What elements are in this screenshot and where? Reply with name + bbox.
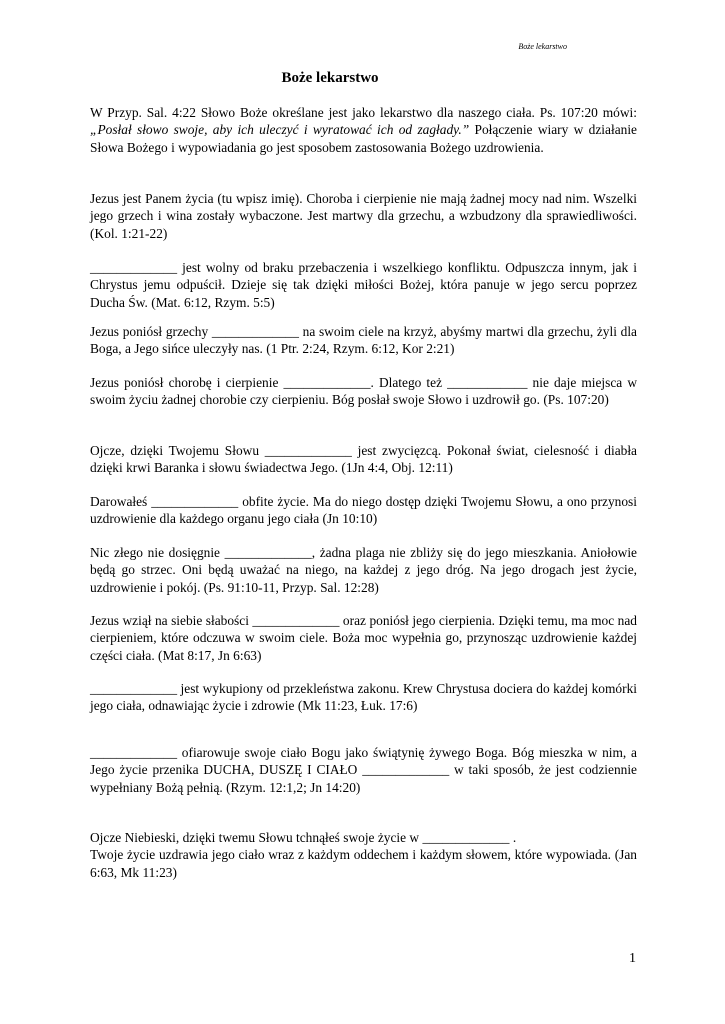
paragraph: _____________ jest wykupiony od przekleństwa zakonu. Krew Chrystusa dociera do każdej komórki jego ciała, odnawiając życie i zdrowie (Mk 11:23, Łuk. 17:6) xyxy=(90,681,637,714)
page-number: 1 xyxy=(629,951,636,966)
page-title: Boże lekarstwo xyxy=(281,70,379,86)
paragraph: Jezus jest Panem życia (tu wpisz imię). Choroba i cierpienie nie mają żadnej mocy nad nim. Wszelki jego grzech i wina zostały wybaczone. Jest martwy dla grzechu, a wzbudzony dla sprawiedliwości. (Kol. 1:21-22) xyxy=(90,191,637,241)
paragraph: _____________ ofiarowuje swoje ciało Bogu jako świątynię żywego Boga. Bóg mieszka w nim, a Jego życie przenika DUCHA, DUSZĘ I CIAŁO _____________ w taki sposób, że jest codziennie wypełniany Bożą pełnią. (Rzym. 12:1,2; Jn 14:20) xyxy=(90,745,637,795)
paragraph-text: W Przyp. Sal. 4:22 Słowo Boże określane jest jako lekarstwo dla naszego ciała. Ps. 107:20 mówi: xyxy=(90,105,637,120)
running-header: Boże lekarstwo xyxy=(518,42,567,51)
paragraph-text: Połączenie wiary w działanie Słowa Bożego i wypowiadania go jest sposobem zastosowania Bożego uzdrowienia. xyxy=(90,122,637,155)
paragraph: _____________ jest wolny od braku przebaczenia i wszelkiego konfliktu. Odpuszcza innym, jak i Chrystus jemu odpuścił. Dzieje się tak dzięki miłości Bożej, która panuje w jego sercu poprzez Ducha Św. (Mat. 6:12, Rzym. 5:5) xyxy=(90,260,637,310)
scripture-quote: „Posłał słowo swoje, aby ich uleczyć i wyratować ich od zagłady.” xyxy=(90,122,470,138)
paragraph: Ojcze Niebieski, dzięki twemu Słowu tchnąłeś swoje życie w _____________ . Twoje życie uzdrawia jego ciało wraz z każdym oddechem i każdym słowem, które wypowiada. (Jan 6:63, Mk 11:23) xyxy=(90,830,637,880)
paragraph: Jezus poniósł grzechy _____________ na swoim ciele na krzyż, abyśmy martwi dla grzechu, żyli dla Boga, a Jego sińce uleczyły nas. (1 Ptr. 2:24, Rzym. 6:12, Kor 2:21) xyxy=(90,324,637,357)
paragraph: Jezus wziął na siebie słabości _____________ oraz poniósł jego cierpienia. Dzięki temu, ma moc nad cierpieniem, które odczuwa w swoim ciele. Boża moc wypełnia go, przynosząc uzdrowienie każdej części ciała. (Mat 8:17, Jn 6:63) xyxy=(90,613,637,663)
paragraph: Nic złego nie dosięgnie _____________, żadna plaga nie zbliży się do jego mieszkania. Aniołowie będą go strzec. Oni będą uważać na niego, na każdej z jego dróg. Na jego drogach jest życie, uzdrowienie i pokój. (Ps. 91:10-11, Przyp. Sal. 12:28) xyxy=(90,545,637,595)
paragraph: Ojcze, dzięki Twojemu Słowu _____________ jest zwycięzcą. Pokonał świat, cielesność i diabła dzięki krwi Baranka i słowu świadectwa Jego. (1Jn 4:4, Obj. 12:11) xyxy=(90,443,637,476)
paragraph: Darowałeś _____________ obfite życie. Ma do niego dostęp dzięki Twojemu Słowu, a ono przynosi uzdrowienie dla każdego organu jego ciała (Jn 10:10) xyxy=(90,494,637,527)
paragraph-intro xyxy=(90,104,637,156)
paragraph: Jezus poniósł chorobę i cierpienie _____________. Dlatego też ____________ nie daje miejsca w swoim życiu żadnej chorobie czy cierpieniu. Bóg posłał swoje Słowo i uzdrowił go. (Ps. 107:20) xyxy=(90,375,637,408)
